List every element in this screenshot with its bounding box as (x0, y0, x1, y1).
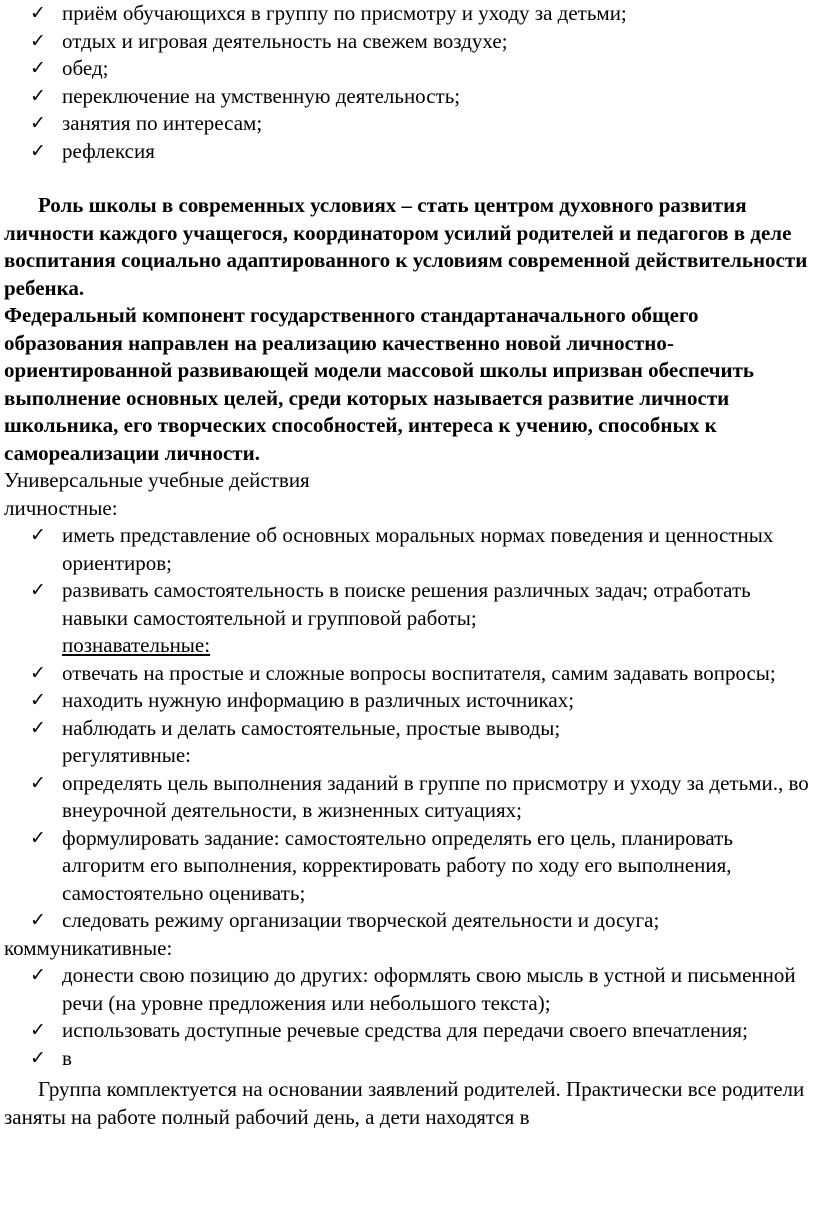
list-item: ✓ обед; (0, 55, 816, 83)
list-item: ✓ определять цель выполнения заданий в группе по присмотру и уходу за детьми., во внеурочной деятельности, в жизненных ситуациях; (30, 770, 809, 822)
list-item: ✓ приём обучающихся в группу по присмотру и уходу за детьми; (0, 0, 816, 28)
list-item: ✓ отдых и игровая деятельность на свежем воздухе; (0, 28, 816, 56)
schedule-list (0, 0, 816, 165)
checkmark-icon: ✓ (30, 1019, 46, 1041)
cognitive-list (0, 660, 816, 743)
checkmark-icon: ✓ (30, 2, 46, 24)
list-item: ✓ в (0, 1045, 816, 1073)
communicative-label: коммуникативные: (4, 935, 173, 960)
uud-title: Универсальные учебные действия (4, 468, 310, 492)
school-role-paragraph: Роль школы в современных условиях – стать центром духовного развития личности каждого учащегося, координатором усилий родителей и педагогов в деле воспитания социально адаптированного к условиям современной действительности ребенка. (4, 193, 808, 300)
list-item: ✓ рефлексия (0, 138, 816, 166)
list-item: ✓ переключение на умственную деятельность; (0, 83, 816, 111)
list-item: ✓ донести свою позицию до других: оформлять свою мысль в устной и письменной речи (на уровне предложения или небольшого текста); (30, 963, 796, 1015)
checkmark-icon: ✓ (30, 964, 46, 986)
regulatory-label: регулятивные: (62, 743, 191, 767)
cognitive-label: познавательные: (62, 633, 211, 657)
checkmark-icon: ✓ (30, 57, 46, 79)
list-item: ✓ формулировать задание: самостоятельно определять его цель, планировать алгоритм его выполнения, корректировать работу по ходу его выполнения, самостоятельно оценивать; (30, 825, 733, 905)
list-item: ✓ отвечать на простые и сложные вопросы воспитателя, самим задавать вопросы; (0, 660, 816, 688)
list-item: ✓ следовать режиму организации творческой деятельности и досуга; (0, 907, 816, 935)
regulatory-list (0, 770, 816, 935)
checkmark-icon: ✓ (30, 112, 46, 134)
list-item: ✓ использовать доступные речевые средства для передачи своего впечатления; (0, 1017, 816, 1045)
personal-list (0, 522, 816, 632)
standard-paragraph: Федеральный компонент государственного стандартаначального общего образования направлен на реализацию качественно новой личностно-ориентированной развивающей модели массовой школы ипризван обеспечить выполнение основных целей, среди которых называется развитие личности школьника, его творческих способностей, интереса к учению, способных к самореализации личности. (4, 303, 755, 465)
checkmark-icon: ✓ (30, 84, 46, 107)
list-item: ✓ наблюдать и делать самостоятельные, простые выводы; (0, 715, 816, 743)
checkmark-icon: ✓ (30, 139, 46, 162)
checkmark-icon: ✓ (30, 661, 46, 684)
checkmark-icon: ✓ (30, 689, 46, 711)
checkmark-icon: ✓ (30, 771, 46, 794)
checkmark-icon: ✓ (30, 716, 46, 739)
checkmark-icon: ✓ (30, 1046, 46, 1069)
list-item: ✓ развивать самостоятельность в поиске решения различных задач; отработать навыки самостоятельной и групповой работы; (30, 578, 751, 630)
list-item: ✓ занятия по интересам; (0, 110, 816, 138)
checkmark-icon: ✓ (30, 826, 46, 849)
checkmark-icon: ✓ (30, 909, 46, 931)
spacer (0, 165, 816, 192)
list-item: ✓ находить нужную информацию в различных источниках; (0, 687, 816, 715)
checkmark-icon: ✓ (30, 524, 46, 546)
checkmark-icon: ✓ (30, 579, 46, 601)
communicative-list (0, 962, 816, 1072)
checkmark-icon: ✓ (30, 29, 46, 52)
closing-paragraph: Группа комплектуется на основании заявлений родителей. Практически все родители заняты на работе полный рабочий день, а дети находятся в (4, 1077, 805, 1129)
personal-label: личностные: (4, 495, 118, 520)
list-item: ✓ иметь представление об основных моральных нормах поведения и ценностных ориентиров; (30, 523, 774, 575)
